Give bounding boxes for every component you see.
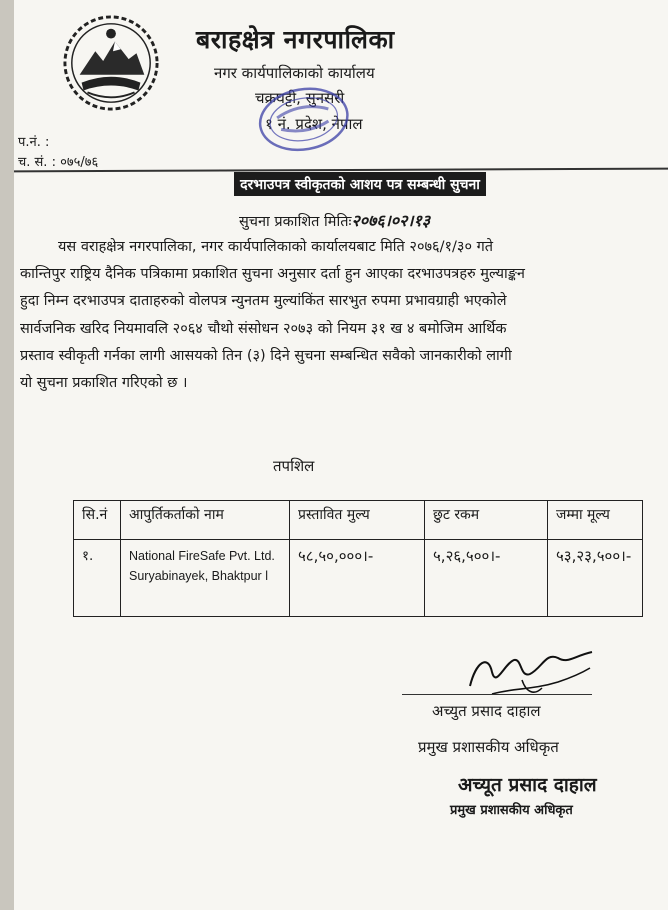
- body-line: प्रस्ताव स्वीकृती गर्नका लागी आसयको तिन (३) दिने सुचना सम्बन्धित सवैको जानकारीको लागी: [20, 347, 512, 364]
- name-stamp: अच्यूत प्रसाद दाहाल: [458, 774, 597, 796]
- column-header: जम्मा मूल्य: [548, 501, 643, 540]
- body-line: सार्वजनिक खरिद नियमावलि २०६४ चौथो संसोधन २०७३ को नियम ३१ ख ४ बमोजिम आर्थिक: [20, 320, 507, 337]
- published-date-value: २०७६।०२।१३: [351, 211, 431, 230]
- scan-edge: [0, 0, 14, 910]
- dispatch-number: च. सं. : ०७५/७६: [18, 155, 99, 170]
- column-header: छुट रकम: [425, 501, 548, 540]
- serial-number-cell: १.: [74, 540, 121, 617]
- column-header: आपुर्तिकर्ताको नाम: [121, 501, 290, 540]
- supplier-table: [73, 500, 643, 617]
- published-date-label: सुचना प्रकाशित मितिः: [239, 214, 352, 230]
- letter-number-label: प.नं. :: [18, 135, 50, 150]
- column-header: प्रस्तावित मुल्य: [290, 501, 425, 540]
- notice-subject: दरभाउपत्र स्वीकृतको आशय पत्र सम्बन्धी सुचना: [234, 172, 486, 196]
- office-seal-stamp: [240, 78, 360, 164]
- designation-stamp: प्रमुख प्रशासकीय अधिकृत: [450, 803, 573, 818]
- office-name: नगर कार्यपालिकाको कार्यालय: [214, 64, 375, 82]
- proposed-price-cell: ५८,५०,०००।-: [290, 540, 425, 617]
- total-price-cell: ५३,२३,५००।-: [548, 540, 643, 617]
- office-location: चक्रघट्टी, सुनसरी: [255, 89, 345, 107]
- municipality-emblem-icon: [62, 14, 160, 112]
- body-line: हुदा निम्न दरभाउपत्र दाताहरुको वोलपत्र न्युनतम मुल्यांकिंत सारभुत रुपमा प्रभावग्राही भएकोले: [20, 293, 507, 310]
- organization-name: बराहक्षेत्र नगरपालिका: [196, 25, 395, 54]
- body-line: यो सुचना प्रकाशित गरिएको छ ।: [20, 375, 188, 392]
- body-line: यस वराहक्षेत्र नगरपालिका, नगर कार्यपालिकाको कार्यालयबाट मिति २०७६/१/३० गते: [58, 239, 494, 255]
- published-date-line: [239, 209, 430, 231]
- office-province: १ नं. प्रदेश, नेपाल: [265, 115, 363, 133]
- discount-cell: ५,२६,५००।-: [425, 540, 548, 617]
- table-row: [74, 540, 643, 617]
- column-header: सि.नं: [74, 501, 121, 540]
- body-line: कान्तिपुर राष्ट्रिय दैनिक पत्रिकामा प्रकाशित सुचना अनुसार दर्ता हुन आएका दरभाउपत्रहरु मुल्याङ्कन: [20, 266, 525, 283]
- details-heading: तपशिल: [273, 457, 315, 475]
- handwritten-signature: [462, 644, 602, 704]
- notice-body: [20, 234, 660, 397]
- signature-line: [402, 694, 592, 695]
- signer-designation: प्रमुख प्रशासकीय अधिकृत: [418, 738, 559, 756]
- table-header-row: [74, 501, 643, 540]
- supplier-name-cell: National FireSafe Pvt. Ltd. Suryabinayek, Bhaktpur l: [121, 540, 290, 617]
- signer-name: अच्युत प्रसाद दाहाल: [432, 702, 541, 720]
